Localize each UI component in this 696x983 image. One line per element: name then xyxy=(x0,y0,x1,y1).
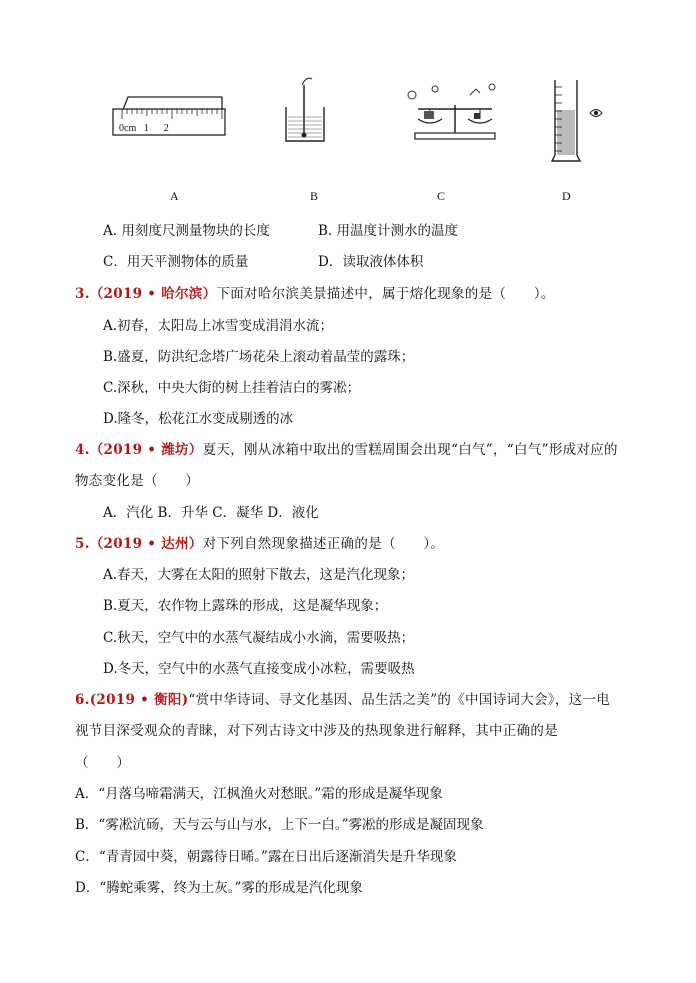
ruler-figure xyxy=(110,75,230,145)
question-source: （2019 • 达州） xyxy=(89,536,203,552)
figure-label-b: B xyxy=(310,189,319,203)
question-4-stem xyxy=(75,438,618,458)
question-text: 对下列自然现象描述正确的是（ ）。 xyxy=(202,536,445,552)
question-5-option-d: D.冬天，空气中的水蒸气直接变成小冰粒，需要吸热 xyxy=(103,661,415,677)
question-6-option-b: B．“雾凇沆砀，天与云与山与水，上下一白。”雾凇的形成是凝固现象 xyxy=(75,817,484,833)
question-3-option-d: D.隆冬，松花江水变成剔透的冰 xyxy=(103,411,294,427)
question-source: （2019 • 潍坊） xyxy=(89,442,203,458)
prev-option-b: B. 用温度计测水的温度 xyxy=(318,223,459,239)
question-number: 6. xyxy=(75,692,90,708)
question-5-option-a: A.春天，大雾在太阳的照射下散去，这是汽化现象； xyxy=(103,567,415,583)
question-6-stem-cont: 视节目深受观众的青睐，对下列古诗文中涉及的热现象进行解释，其中正确的是 xyxy=(75,723,558,739)
question-6-stem xyxy=(75,688,610,708)
cylinder-figure xyxy=(550,75,610,165)
question-source: (2019 • 衡阳) xyxy=(89,692,189,708)
question-number: 5. xyxy=(75,536,90,552)
question-6-option-a: A．“月落乌啼霜满天，江枫渔火对愁眠。”霜的形成是凝华现象 xyxy=(75,786,443,802)
ruler-scale-text: 0cm 1 2 xyxy=(119,123,169,134)
figure-label-c: C xyxy=(437,189,446,203)
prev-option-c: C．用天平测物体的质量 xyxy=(103,254,249,270)
balance-figure xyxy=(400,75,510,145)
question-6-option-c: C．“青青园中葵，朝露待日晞。”露在日出后逐渐消失是升华现象 xyxy=(75,849,457,865)
prev-option-d: D．读取液体体积 xyxy=(318,254,424,270)
question-3-option-c: C.深秋，中央大街的树上挂着洁白的雾凇； xyxy=(103,380,361,396)
question-source: （2019 • 哈尔滨） xyxy=(89,286,217,302)
question-5-option-c: C.秋天，空气中的水蒸气凝结成小水滴，需要吸热； xyxy=(103,630,415,646)
figure-label-a: A xyxy=(170,189,179,203)
question-6-stem-paren: （ ） xyxy=(75,755,131,771)
prev-option-a: A. 用刻度尺测量物块的长度 xyxy=(103,223,270,239)
question-text: “赏中华诗词、寻文化基因、品生活之美”的《中国诗词大会》，这一电 xyxy=(188,692,611,708)
question-5-option-b: B.夏天，农作物上露珠的形成，这是凝华现象； xyxy=(103,598,388,614)
question-number: 3. xyxy=(75,286,90,302)
question-3-stem xyxy=(75,282,555,302)
question-4-options: A．汽化 B．升华 C．凝华 D．液化 xyxy=(103,505,319,521)
figures-row xyxy=(100,75,620,215)
question-6-option-d: D．“腾蛇乘雾，终为土灰。”雾的形成是汽化现象 xyxy=(75,880,363,896)
question-4-stem-cont: 物态变化是（ ） xyxy=(75,473,200,489)
figure-label-d: D xyxy=(562,189,571,203)
question-number: 4. xyxy=(75,442,90,458)
thermometer-figure xyxy=(280,75,330,145)
question-text: 夏天，刚从冰箱中取出的雪糕周围会出现“白气”，“白气”形成对应的 xyxy=(202,442,618,458)
question-3-option-a: A.初春，太阳岛上冰雪变成涓涓水流； xyxy=(103,318,334,334)
question-3-option-b: B.盛夏，防洪纪念塔广场花朵上滚动着晶莹的露珠； xyxy=(103,349,415,365)
question-5-stem xyxy=(75,532,444,552)
question-text: 下面对哈尔滨美景描述中，属于熔化现象的是（ ）。 xyxy=(216,286,555,302)
